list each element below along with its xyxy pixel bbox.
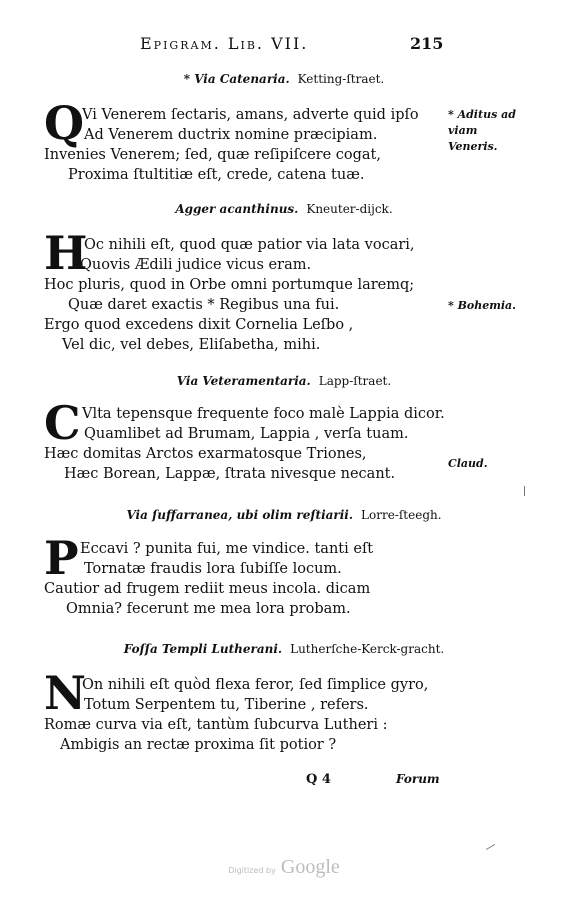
dropcap: H: [44, 226, 88, 280]
verse-line: Romæ curva via eſt, tantùm ſubcurva Lutheri :: [44, 717, 388, 733]
verse-line: Hæc domitas Arctos exarmatosque Triones,: [44, 446, 367, 462]
verse-line: Eccavi ? punita fui, me vindice. tanti eſt: [80, 541, 374, 557]
running-title: Epigram. Lib. VII.: [140, 34, 309, 53]
heading-dutch: Lutherſche-Kerck-gracht.: [290, 642, 445, 656]
dropcap: Q: [44, 96, 85, 150]
verse-line: Proxima ſtultitiæ eſt, crede, catena tuæ.: [68, 167, 365, 183]
verse-line: Hoc pluris, quod in Orbe omni portumque laremq;: [44, 277, 415, 293]
digitized-prefix: Digitized by: [228, 866, 276, 875]
verse-line: Ad Venerem ductrix nomine præcipiam.: [84, 127, 378, 143]
verse-line: Invenies Venerem; ſed, quæ reſipiſcere cogat,: [44, 147, 381, 163]
digitized-watermark: [0, 856, 568, 879]
page-number: 215: [410, 34, 444, 53]
verse-line: Omnia? fecerunt me mea lora probam.: [66, 601, 351, 617]
heading-latin: * Via Catenaria.: [183, 72, 290, 86]
verse-line: Ergo quod excedens dixit Cornelia Leſbo ,: [44, 317, 354, 333]
verse-line: Vel dic, vel debes, Eliſabetha, mihi.: [62, 337, 321, 353]
margin-mark: [524, 486, 525, 496]
catchword: Forum: [396, 772, 440, 786]
section-heading: [0, 642, 568, 656]
verse-line: Quovis Ædili judice vicus eram.: [80, 257, 312, 273]
section-heading: [0, 374, 568, 388]
margin-note: Claud.: [448, 457, 488, 470]
margin-mark: [486, 844, 495, 850]
dropcap: P: [44, 531, 79, 585]
dropcap: C: [44, 396, 81, 450]
margin-note: * Bohemia.: [448, 299, 516, 312]
heading-latin: Foſſa Templi Lutherani.: [123, 642, 283, 656]
heading-latin: Agger acanthinus.: [175, 202, 299, 216]
verse-line: Hæc Borean, Lappæ, ſtrata nivesque necant.: [64, 466, 396, 482]
google-logo: Google: [280, 856, 340, 878]
section-heading: [0, 72, 568, 86]
heading-latin: Via ſuffarranea, ubi olim reſtiarii.: [126, 508, 354, 522]
heading-dutch: Lapp-ſtraet.: [318, 374, 392, 388]
heading-dutch: Ketting-ſtraet.: [297, 72, 385, 86]
signature-mark: Q 4: [306, 772, 331, 787]
verse-line: Quæ daret exactis * Regibus una fui.: [68, 297, 340, 313]
verse-line: Cautior ad frugem rediit meus incola. dicam: [44, 581, 371, 597]
verse-line: Oc nihili eſt, quod quæ patior via lata vocari,: [84, 237, 415, 253]
verse-line: Tornatæ fraudis lora ſubiſſe locum.: [84, 561, 342, 577]
verse-line: Totum Serpentem tu, Tiberine , refers.: [84, 697, 369, 713]
verse-line: Ambigis an rectæ proxima ſit potior ?: [60, 737, 337, 753]
verse-line: Quamlibet ad Brumam, Lappia , verſa tuam.: [84, 426, 409, 442]
verse-line: On nihili eſt quòd flexa feror, ſed ſimplice gyro,: [82, 677, 429, 693]
page-footer: [0, 772, 568, 792]
section-heading: [0, 202, 568, 216]
margin-note: * Aditus ad viam Veneris.: [448, 108, 516, 153]
heading-dutch: Lorre-ſteegh.: [361, 508, 442, 522]
heading-latin: Via Veteramentaria.: [176, 374, 311, 388]
heading-dutch: Kneuter-dijck.: [306, 202, 393, 216]
verse-line: Vlta tepensque frequente foco malè Lappia dicor.: [82, 406, 445, 422]
verse-line: Vi Venerem ſectaris, amans, adverte quid ipſo: [82, 107, 419, 123]
section-heading: [0, 508, 568, 522]
running-head: [0, 34, 568, 56]
dropcap: N: [44, 666, 87, 720]
